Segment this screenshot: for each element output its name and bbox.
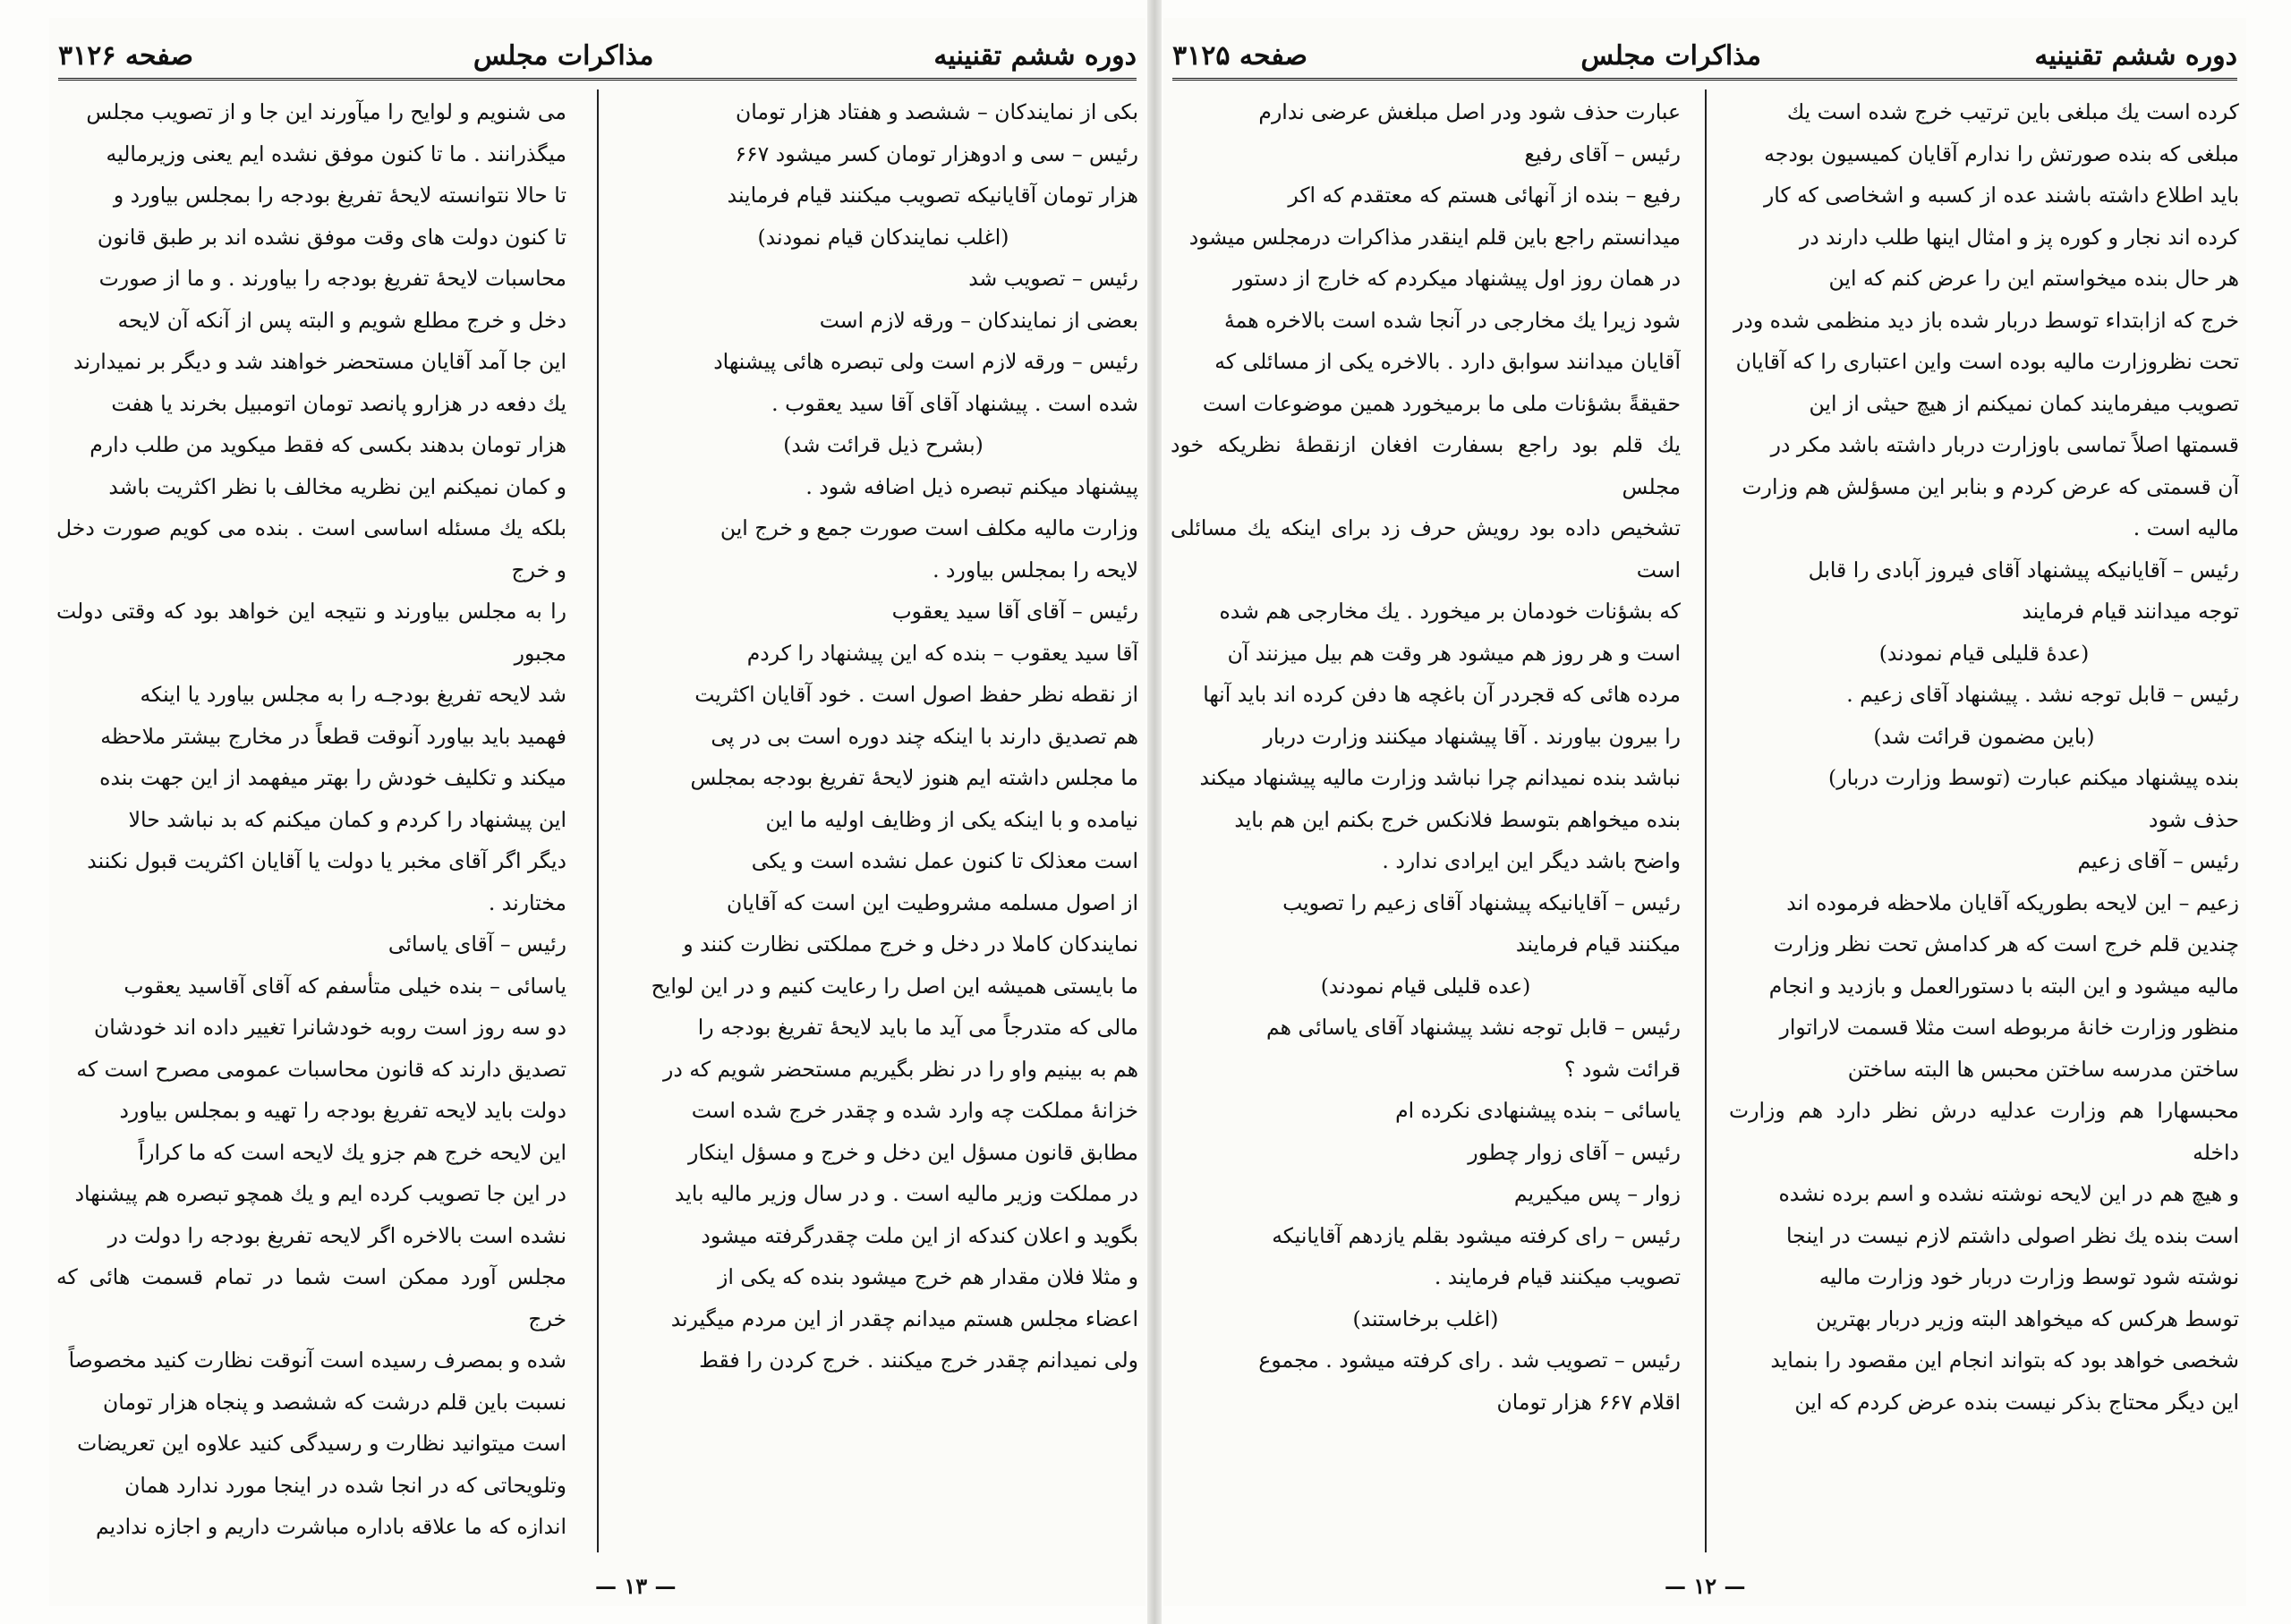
- text-line: می شنویم و لوایح را میآورند این جا و از تصویب مجلس: [86, 99, 566, 124]
- text-line: رئیس – سی و ادوهزار تومان کسر میشود ۶۶۷: [735, 140, 1138, 166]
- text-line: تا کنون دولت های وقت موفق نشده اند بر طبق قانون: [97, 224, 566, 250]
- text-line: ولی نمیدانم چقدر خرج میکنند . خرج کردن را فقط: [699, 1348, 1138, 1373]
- text-line: دولت باید لایحه تفریغ بودجه را تهیه و بمجلس بیاورد: [119, 1098, 566, 1123]
- text-line: کرده اند نجار و کوره پز و امثال اینها طلب دارند در: [1799, 224, 2239, 250]
- text-line: هم به بینیم واو را در نظر بگیریم مستحضر شویم که در: [662, 1056, 1138, 1082]
- text-line: واضح باشد دیگر این ایرادی ندارد .: [1382, 848, 1681, 873]
- column-divider: [1705, 89, 1707, 1552]
- text-line: ما بایستی همیشه این اصل را رعایت کنیم و در این لوایح: [651, 973, 1138, 999]
- text-line: در این جا تصویب کرده ایم و یك همچو تبصره هم پیشنهاد: [74, 1181, 566, 1206]
- text-line: توسط هرکس که میخواهد البته وزیر دربار بهترین: [1816, 1305, 2239, 1331]
- text-line: وتلویحاتی که در انجا شده در اینجا مورد ندارد همان: [124, 1472, 566, 1498]
- text-line: اعضاء مجلس هستم میدانم چقدر از این مردم میگیرند: [670, 1305, 1138, 1331]
- text-line: دیگر اگر آقای مخبر یا دولت یا آقایان اکثریت قبول نکنند: [87, 848, 566, 873]
- text-line: میگذرانند . ما تا کنون موفق نشده ایم یعنی وزیرمالیه: [106, 140, 566, 166]
- left-page-left-column: [56, 91, 566, 1554]
- text-line: که بشؤنات خودمان بر میخورد . یك مخارجی هم شده: [1219, 599, 1681, 624]
- text-line: آقا سید یعقوب – بنده که این پیشنهاد را کردم: [746, 640, 1138, 666]
- text-line: یك قلم بود راجع بسفارت افغان ازنقطهٔ نظریکه خود مجلس: [1171, 432, 1681, 499]
- book-gutter: [1147, 0, 1162, 1624]
- text-line: بلکه یك مسئله اساسی است . بنده می کویم صورت دخل و خرج: [56, 515, 566, 582]
- text-line: تشخیص داده بود رویش حرف زد برای اینکه یك مسائلی است: [1171, 515, 1681, 582]
- left-page-number: صفحه ۳۱۲۶: [58, 39, 194, 72]
- text-line: رئیس – آقای زوار چطور: [1468, 1139, 1681, 1165]
- text-line: شود زیرا یك مخارجی در آنجا شده است بالاخره همهٔ: [1224, 307, 1681, 333]
- text-line: عبارت حذف شود ودر اصل مبلغش عرضی ندارم: [1258, 99, 1681, 124]
- text-line: رئیس – تصویب شد: [968, 266, 1138, 291]
- text-line: محاسبات لایحهٔ تفریغ بودجه را بیاورند . و ما از صورت: [98, 266, 566, 291]
- text-line: این پیشنهاد را کردم و کمان میکنم که بد نباشد حالا: [128, 806, 566, 832]
- text-line: مالیه است .: [2133, 515, 2239, 540]
- text-line: مالی که متدرجاً می آید ما باید لایحهٔ تفریغ بودجه را: [697, 1015, 1138, 1040]
- text-line: رئیس – رای کرفته میشود بقلم یازدهم آقایانیکه: [1272, 1222, 1681, 1248]
- text-line: شده است . پیشنهاد آقای آقا سید یعقوب .: [771, 390, 1138, 416]
- text-line: خرج که ازابتداء توسط دربار شده باز دید منظمی شده ودر: [1733, 307, 2239, 333]
- text-line: رئیس – آقایانیکه پیشنهاد آقای فیروز آبادی را قابل: [1808, 557, 2239, 582]
- right-page-header: [1172, 30, 2237, 81]
- text-line: میکند و تکلیف خودش را بهتر میفهمد از این جهت بنده: [99, 765, 566, 790]
- text-line: رئیس – آقای یاسائی: [388, 931, 566, 957]
- text-line: لایحه را بمجلس بیاورد .: [933, 557, 1138, 582]
- text-line: آقایان میدانند سوابق دارد . بالاخره یکی از مسائلی که: [1214, 349, 1681, 374]
- text-line: اقلام ۶۶۷ هزار تومان: [1496, 1389, 1681, 1415]
- text-line: رئیس – تصویب شد . رای کرفته میشود . مجموع: [1258, 1348, 1681, 1373]
- header-rule: [1172, 78, 2237, 81]
- text-line: توجه میدانند قیام فرمایند: [2022, 599, 2239, 624]
- text-line: رئیس – ورقه لازم است ولی تبصره هائی پیشنهاد: [713, 349, 1138, 374]
- left-page-title: مذاکرات مجلس: [473, 39, 654, 72]
- text-line: کرده است یك مبلغی باین ترتیب خرج شده است یك: [1786, 99, 2239, 124]
- text-line: است میتوانید نظارت و رسیدگی کنید علاوه این تعریضات: [77, 1431, 566, 1456]
- text-line: یك دفعه در هزارو پانصد تومان اتومبیل بخرند یا هفت: [111, 390, 566, 416]
- text-line: از نقطه نظر حفظ اصول است . خود آقایان اکثریت: [694, 682, 1138, 707]
- text-line: بنده میخواهم بتوسط فلانکس خرج بکنم این هم باید: [1234, 806, 1681, 832]
- text-line: تا حالا نتوانسته لایحهٔ تفریغ بودجه را بمجلس بیاورد و: [113, 183, 566, 208]
- text-line: را به مجلس بیاورند و نتیجه این خواهد بود که وقتی دولت مجبور: [56, 599, 566, 666]
- text-line: هزار تومان آقایانیکه تصویب میکنند قیام فرمایند: [727, 183, 1138, 208]
- text-line: در مملکت وزیر مالیه است . و در سال وزیر مالیه باید: [674, 1181, 1138, 1206]
- text-line: نوشته شود توسط وزارت دربار خود وزارت مالیه: [1818, 1264, 2239, 1289]
- left-page-footer: — ۱۳ —: [595, 1573, 677, 1599]
- text-line: است معذلک تا کنون عمل نشده است و یکی: [751, 848, 1138, 873]
- text-line: تحت نظروزارت مالیه بوده است واین اعتباری را که آقایان: [1735, 349, 2239, 374]
- text-line: قسمتها اصلاً تماسی باوزارت دربار داشته باشد مکر در: [1770, 432, 2239, 457]
- text-line: این دیگر محتاج بذکر نیست بنده عرض کردم که این: [1794, 1389, 2239, 1415]
- text-line: این جا آمد آقایان مستحضر خواهند شد و دیگر بر نمیدارند: [73, 349, 566, 374]
- text-line: است و هر روز هم میشود هر وقت هم بیل میزنند آن: [1227, 640, 1681, 666]
- text-line: شخصی خواهد بود که بتواند انجام این مقصود را بنماید: [1770, 1348, 2239, 1373]
- right-page-period: دوره ششم تقنینیه: [2034, 39, 2237, 72]
- text-line: (عده قلیلی قیام نمودند): [1320, 973, 1531, 999]
- text-line: مطابق قانون مسؤل این دخل و خرج و مسؤل اینکار: [687, 1139, 1138, 1165]
- left-page: [49, 18, 1146, 1606]
- text-line: نسبت باین قلم درشت که ششصد و پنجاه هزار تومان: [103, 1389, 566, 1415]
- text-line: منظور وزارت خانهٔ مربوطه است مثلا قسمت لاراتوار: [1779, 1015, 2239, 1040]
- text-line: و کمان نمیکنم این نظریه مخالف با نظر اکثریت باشد: [108, 473, 566, 499]
- text-line: مرده هائی که قجردر آن باغچه ها دفن کرده اند باید آنها: [1203, 682, 1681, 707]
- text-line: رئیس – قابل توجه نشد . پیشنهاد آقای زعیم .: [1846, 682, 2239, 707]
- text-line: نباشد بنده نمیدانم چرا نباشد وزارت مالیه پیشنهاد میکند: [1199, 765, 1681, 790]
- text-line: آن قسمتی که عرض کردم و بنابر این مسؤلش هم وزارت: [1742, 473, 2239, 499]
- text-line: رئیس – آقای زعیم: [2077, 848, 2239, 873]
- text-line: بکی از نمایندکان – ششصد و هفتاد هزار تومان: [736, 99, 1138, 124]
- right-page-left-column: [1171, 91, 1681, 1554]
- text-line: چندین قلم خرج است که هر کدامش تحت نظر وزارت: [1773, 931, 2239, 957]
- text-line: رئیس – قابل توجه نشد پیشنهاد آقای یاسائی هم: [1265, 1015, 1681, 1040]
- header-rule: [58, 78, 1137, 81]
- text-line: این لایحه خرج هم جزو یك لایحه است که ما کراراً: [138, 1139, 566, 1165]
- right-page-number: صفحه ۳۱۲۵: [1172, 39, 1308, 72]
- text-line: خزانهٔ مملکت چه وارد شده و چقدر خرج شده است: [691, 1098, 1138, 1123]
- left-page-right-column: [628, 91, 1138, 1554]
- text-line: (اغلب نمایندکان قیام نمودند): [757, 224, 1009, 250]
- text-line: (عدهٔ قلیلی قیام نمودند): [1878, 640, 2090, 666]
- column-divider: [597, 89, 599, 1552]
- text-line: مالیه میشود و این البته با دستورالعمل و بازدید و انجام: [1768, 973, 2239, 999]
- text-line: و مثلا فلان مقدار هم خرج میشود بنده که یکی از: [718, 1264, 1138, 1289]
- text-line: است بنده یك نظر اصولی داشتم لازم نیست در اینجا: [1786, 1222, 2239, 1248]
- text-line: تصدیق دارند که قانون محاسبات عمومی مصرح است که: [76, 1056, 566, 1082]
- text-line: نشده است بالاخره اگر لایحه تفریغ بودجه را دولت در: [107, 1222, 566, 1248]
- text-line: میدانستم راجع باین قلم اینقدر مذاکرات درمجلس میشود: [1188, 224, 1681, 250]
- text-line: در همان روز اول پیشنهاد میکردم که خارج از دستور: [1233, 266, 1681, 291]
- text-line: دو سه روز است روبه خودشانرا تغییر داده اند خودشان: [94, 1015, 566, 1040]
- text-line: هم تصدیق دارند با اینکه چند دوره است بی در پی: [711, 723, 1138, 749]
- right-page: [1163, 18, 2246, 1606]
- left-page-period: دوره ششم تقنینیه: [933, 39, 1137, 72]
- text-line: از اصول مسلمه مشروطیت این است که آقایان: [726, 889, 1138, 915]
- text-line: یاسائی – بنده خیلی متأسفم که آقای آقاسید یعقوب: [123, 973, 566, 999]
- text-line: را بیرون بیاورند . آقا پیشنهاد میکنند وزارت دربار: [1263, 723, 1681, 749]
- text-line: (بشرح ذیل قرائت شد): [783, 432, 984, 457]
- text-line: مختارند .: [488, 889, 566, 915]
- text-line: رئیس – آقایانیکه پیشنهاد آقای زعیم را تصویب: [1282, 889, 1681, 915]
- right-page-right-column: [1729, 91, 2239, 1554]
- text-line: اندازه که ما علاقه باداره مباشرت داریم و اجازه ندادیم: [95, 1514, 566, 1539]
- text-line: شده و بمصرف رسیده است آنوقت نظارت کنید مخصوصاً: [68, 1348, 566, 1373]
- text-line: رفیع – بنده از آنهائی هستم که معتقدم که اکر: [1288, 183, 1681, 208]
- text-line: حذف شود: [2149, 806, 2239, 832]
- text-line: وزارت مالیه مکلف است صورت جمع و خرج این: [720, 515, 1138, 540]
- text-line: قرائت شود ؟: [1563, 1056, 1681, 1082]
- text-line: تصویب میفرمایند کمان نمیکنم از هیچ حیثی از این: [1809, 390, 2239, 416]
- text-line: نیامده و با اینکه یکی از وظایف اولیه ما این: [765, 806, 1138, 832]
- text-line: هر حال بنده میخواستم این را عرض کنم که این: [1828, 266, 2239, 291]
- text-line: فهمید باید بیاورد آنوقت قطعاً در مخارج بیشتر ملاحظه: [100, 723, 566, 749]
- text-line: و هیچ هم در این لایحه نوشته نشده و اسم برده نشده: [1778, 1181, 2239, 1206]
- text-line: بعضی از نمایندکان – ورقه لازم است: [819, 307, 1138, 333]
- text-line: زوار – پس میکیریم: [1513, 1181, 1681, 1206]
- text-line: مجلس آورد ممکن است شما در تمام قسمت هائی که خرج: [56, 1264, 566, 1331]
- text-line: (باین مضمون قرائت شد): [1873, 723, 2095, 749]
- text-line: بنده پیشنهاد میکنم عبارت (توسط وزارت دربار): [1828, 765, 2239, 790]
- text-line: مبلغی که بنده صورتش را ندارم آقایان کمیسیون بودجه: [1764, 140, 2239, 166]
- text-line: تصویب میکنند قیام فرمایند .: [1434, 1264, 1681, 1289]
- text-line: (اغلب برخاستند): [1352, 1305, 1499, 1331]
- text-line: ما مجلس داشته ایم هنوز لایحهٔ تفریغ بودجه بمجلس: [690, 765, 1138, 790]
- text-line: بگوید و اعلان کندکه از این ملت چقدرگرفته میشود: [701, 1222, 1138, 1248]
- text-line: رئیس – آقای آقا سید یعقوب: [891, 599, 1138, 624]
- text-line: زعیم – این لایحه بطوریکه آقایان ملاحظه فرموده اند: [1786, 889, 2239, 915]
- right-page-title: مذاکرات مجلس: [1580, 39, 1761, 72]
- text-line: میکنند قیام فرمایند: [1515, 931, 1681, 957]
- text-line: نمایندکان کاملا در دخل و خرج مملکتی نظارت کنند و: [683, 931, 1138, 957]
- text-line: محبسهارا هم وزارت عدلیه درش نظر دارد هم وزارت داخله: [1729, 1098, 2239, 1165]
- text-line: پیشنهاد میکنم تبصره ذیل اضافه شود .: [805, 473, 1138, 499]
- text-line: هزار تومان بدهند بکسی که فقط میکوید من طلب دارم: [89, 432, 566, 457]
- text-line: ساختن مدرسه ساختن محبس ها البته ساختن: [1847, 1056, 2239, 1082]
- text-line: رئیس – آقای رفیع: [1524, 140, 1681, 166]
- text-line: یاسائی – بنده پیشنهادی نکرده ام: [1395, 1098, 1681, 1123]
- right-page-footer: — ۱۲ —: [1665, 1573, 1746, 1599]
- text-line: دخل و خرج مطلع شویم و البته پس از آنکه آن لایحه: [117, 307, 566, 333]
- left-page-header: [58, 30, 1137, 81]
- text-line: شد لایحه تفریغ بودجـه را به مجلس بیاورد یا اینکه: [140, 682, 566, 707]
- text-line: حقیقةً بشؤنات ملی ما برمیخورد همین موضوعات است: [1202, 390, 1681, 416]
- text-line: باید اطلاع داشته باشند عده از کسبه و اشخاصی که کار: [1763, 183, 2239, 208]
